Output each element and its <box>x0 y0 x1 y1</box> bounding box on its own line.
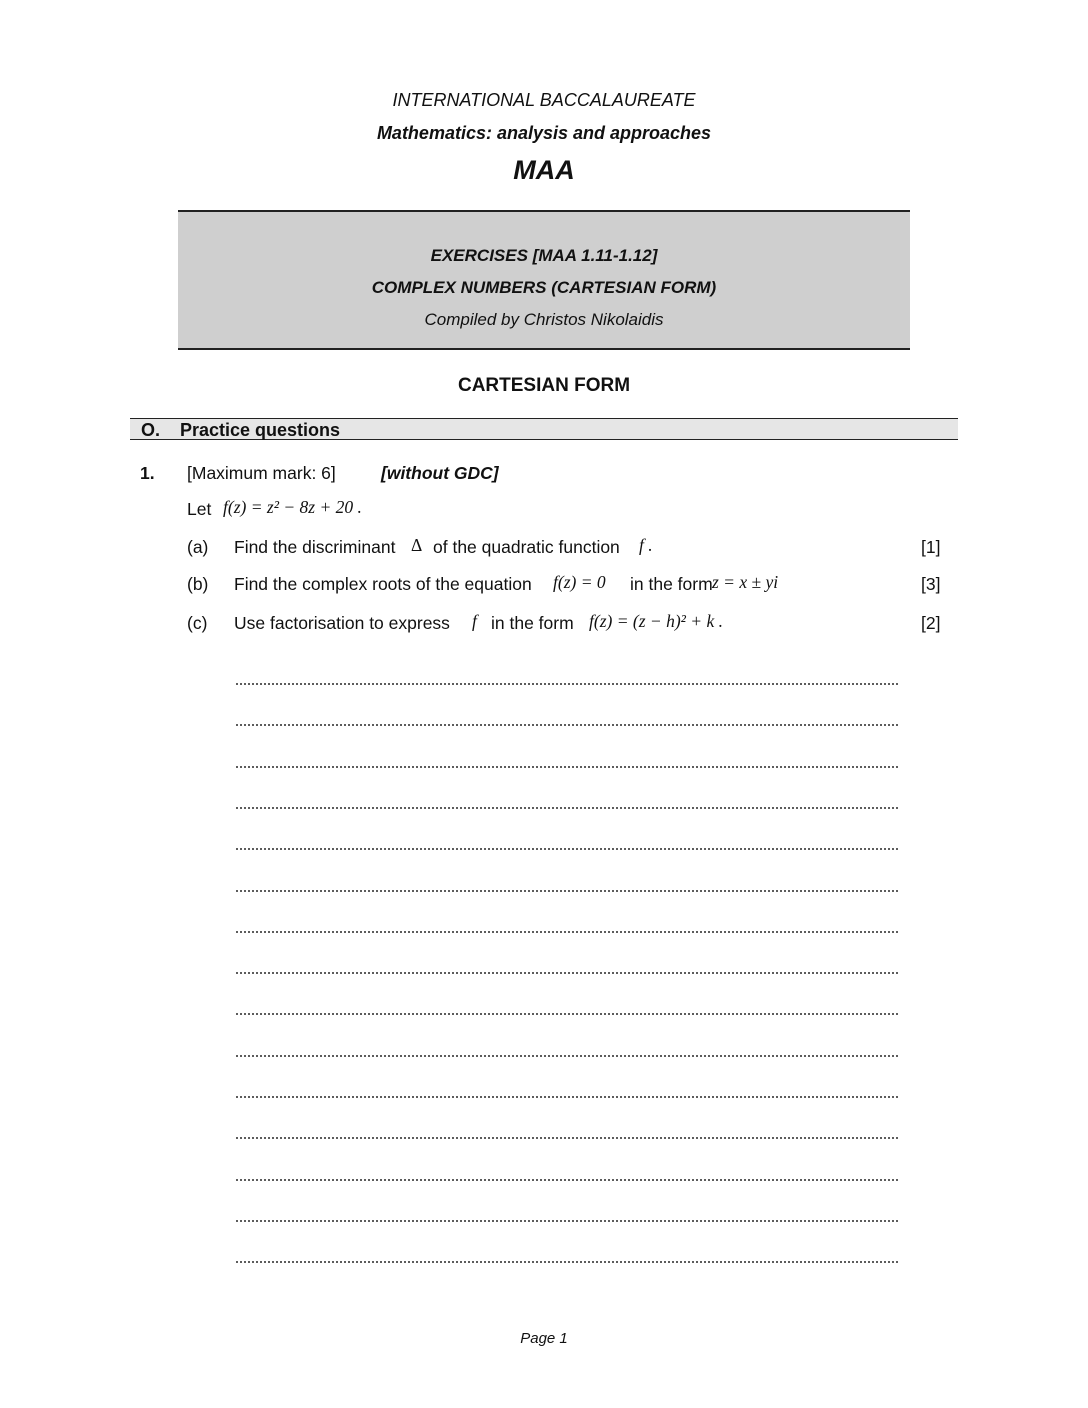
part-c-marks: [2] <box>921 613 941 633</box>
banner-author: Compiled by Christos Nikolaidis <box>424 310 664 329</box>
part-c-math1: f <box>472 611 477 631</box>
question-number: 1. <box>140 463 155 483</box>
subsection-label: O. <box>141 420 161 440</box>
answer-line <box>235 1220 898 1222</box>
part-b-marks: [3] <box>921 574 941 594</box>
part-b-label: (b) <box>187 574 209 594</box>
question-max-mark: [Maximum mark: 6] <box>187 463 336 483</box>
part-c-label: (c) <box>187 613 208 633</box>
part-a-marks: [1] <box>921 537 941 557</box>
header-org: INTERNATIONAL BACCALAUREATE <box>392 90 696 110</box>
subsection-bar <box>130 418 958 440</box>
part-a-math2: f . <box>639 535 653 555</box>
part-a-label: (a) <box>187 537 209 557</box>
banner-topic: COMPLEX NUMBERS (CARTESIAN FORM) <box>371 278 717 297</box>
answer-line <box>235 1179 898 1181</box>
answer-line <box>235 1261 898 1263</box>
part-a-text: Find the discriminant <box>234 537 396 557</box>
part-c-text: Use factorisation to express <box>234 613 450 633</box>
part-c-math2: f(z) = (z − h)² + k . <box>589 611 723 631</box>
title-banner <box>178 210 910 350</box>
page-number: Page 1 <box>520 1330 568 1347</box>
part-a-text2: of the quadratic function <box>433 537 620 557</box>
banner-exercises: EXERCISES [MAA 1.11-1.12] <box>430 246 658 265</box>
part-c-text2: in the form <box>491 613 574 633</box>
answer-line <box>235 1137 898 1139</box>
answer-line <box>235 683 898 685</box>
answer-line <box>235 1096 898 1098</box>
answer-line <box>235 931 898 933</box>
header-course: Mathematics: analysis and approaches <box>376 123 712 143</box>
part-b-math1: f(z) = 0 <box>553 572 606 592</box>
part-b-math2: z = x ± yi <box>712 572 779 592</box>
subsection-title: Practice questions <box>180 420 341 440</box>
answer-line <box>235 1013 898 1015</box>
question-gdc: [without GDC] <box>381 463 499 483</box>
let-label: Let <box>187 499 212 519</box>
answer-line <box>235 766 898 768</box>
part-b-text2: in the form <box>630 574 713 594</box>
function-definition: f(z) = z² − 8z + 20 . <box>223 497 362 517</box>
section-title: CARTESIAN FORM <box>457 375 631 396</box>
answer-line <box>235 972 898 974</box>
part-b-text: Find the complex roots of the equation <box>234 574 532 594</box>
header-code: MAA <box>513 155 575 185</box>
answer-line <box>235 848 898 850</box>
answer-line <box>235 890 898 892</box>
answer-line <box>235 807 898 809</box>
part-a-math1: Δ <box>411 535 423 555</box>
answer-line <box>235 1055 898 1057</box>
answer-line <box>235 724 898 726</box>
